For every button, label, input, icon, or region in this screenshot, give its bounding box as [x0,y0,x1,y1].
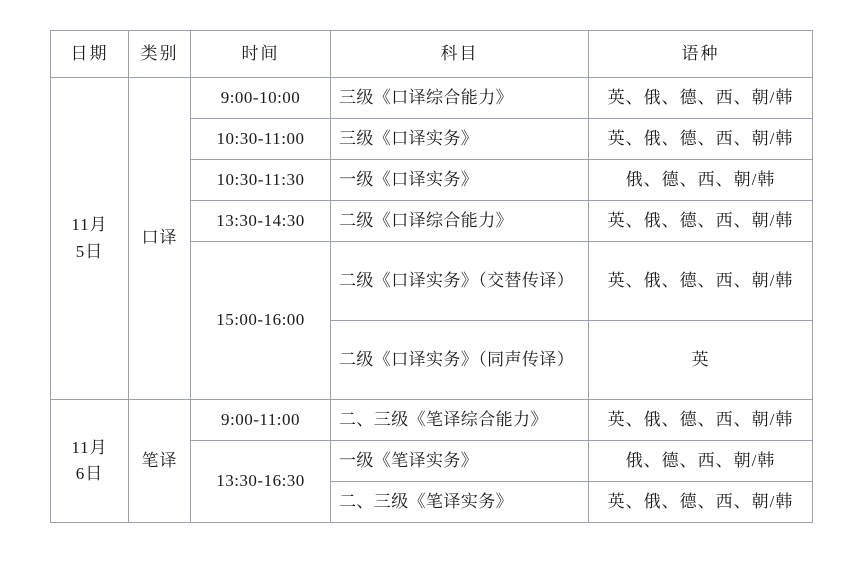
cell-language: 英、俄、德、西、朝/韩 [589,201,813,242]
date-line: 6日 [75,464,104,483]
cell-language: 英、俄、德、西、朝/韩 [589,400,813,441]
cell-date [51,78,129,400]
date-line: 11月 [71,437,108,457]
table-header [51,31,813,78]
cell-language: 英、俄、德、西、朝/韩 [589,242,813,321]
cell-language: 英 [589,321,813,400]
cell-language: 俄、德、西、朝/韩 [589,160,813,201]
cell-language: 英、俄、德、西、朝/韩 [589,119,813,160]
cell-date [51,400,129,523]
cell-language: 英、俄、德、西、朝/韩 [589,78,813,119]
cell-subject: 三级《口译综合能力》 [331,78,589,119]
cell-time: 13:30-16:30 [191,441,331,523]
cell-subject: 三级《口译实务》 [331,119,589,160]
exam-schedule-table [50,30,813,523]
table-row [51,78,813,119]
cell-time: 13:30-14:30 [191,201,331,242]
date-line: 5日 [75,241,104,261]
cell-time: 10:30-11:30 [191,160,331,201]
cell-subject: 一级《笔译实务》 [331,441,589,482]
table-body [51,78,813,523]
column-header-time: 时间 [191,31,331,78]
cell-category: 口译 [129,78,191,400]
cell-subject: 二级《口译综合能力》 [331,201,589,242]
date-line: 11月 [71,215,108,235]
cell-category: 笔译 [129,400,191,523]
cell-time: 9:00-10:00 [191,78,331,119]
cell-subject: 二、三级《笔译综合能力》 [331,400,589,441]
column-header-subject: 科目 [331,31,589,78]
table-header-row [51,31,813,78]
cell-time: 15:00-16:00 [191,242,331,400]
cell-subject: 一级《口译实务》 [331,160,589,201]
table-row [51,400,813,441]
column-header-category: 类别 [129,31,191,78]
cell-subject: 二、三级《笔译实务》 [331,482,589,523]
cell-subject: 二级《口译实务》（交替传译） [331,242,589,321]
cell-language: 俄、德、西、朝/韩 [589,441,813,482]
cell-time: 9:00-11:00 [191,400,331,441]
column-header-date: 日期 [51,31,129,78]
cell-time: 10:30-11:00 [191,119,331,160]
column-header-language: 语种 [589,31,813,78]
cell-language: 英、俄、德、西、朝/韩 [589,482,813,523]
cell-subject: 二级《口译实务》（同声传译） [331,321,589,400]
